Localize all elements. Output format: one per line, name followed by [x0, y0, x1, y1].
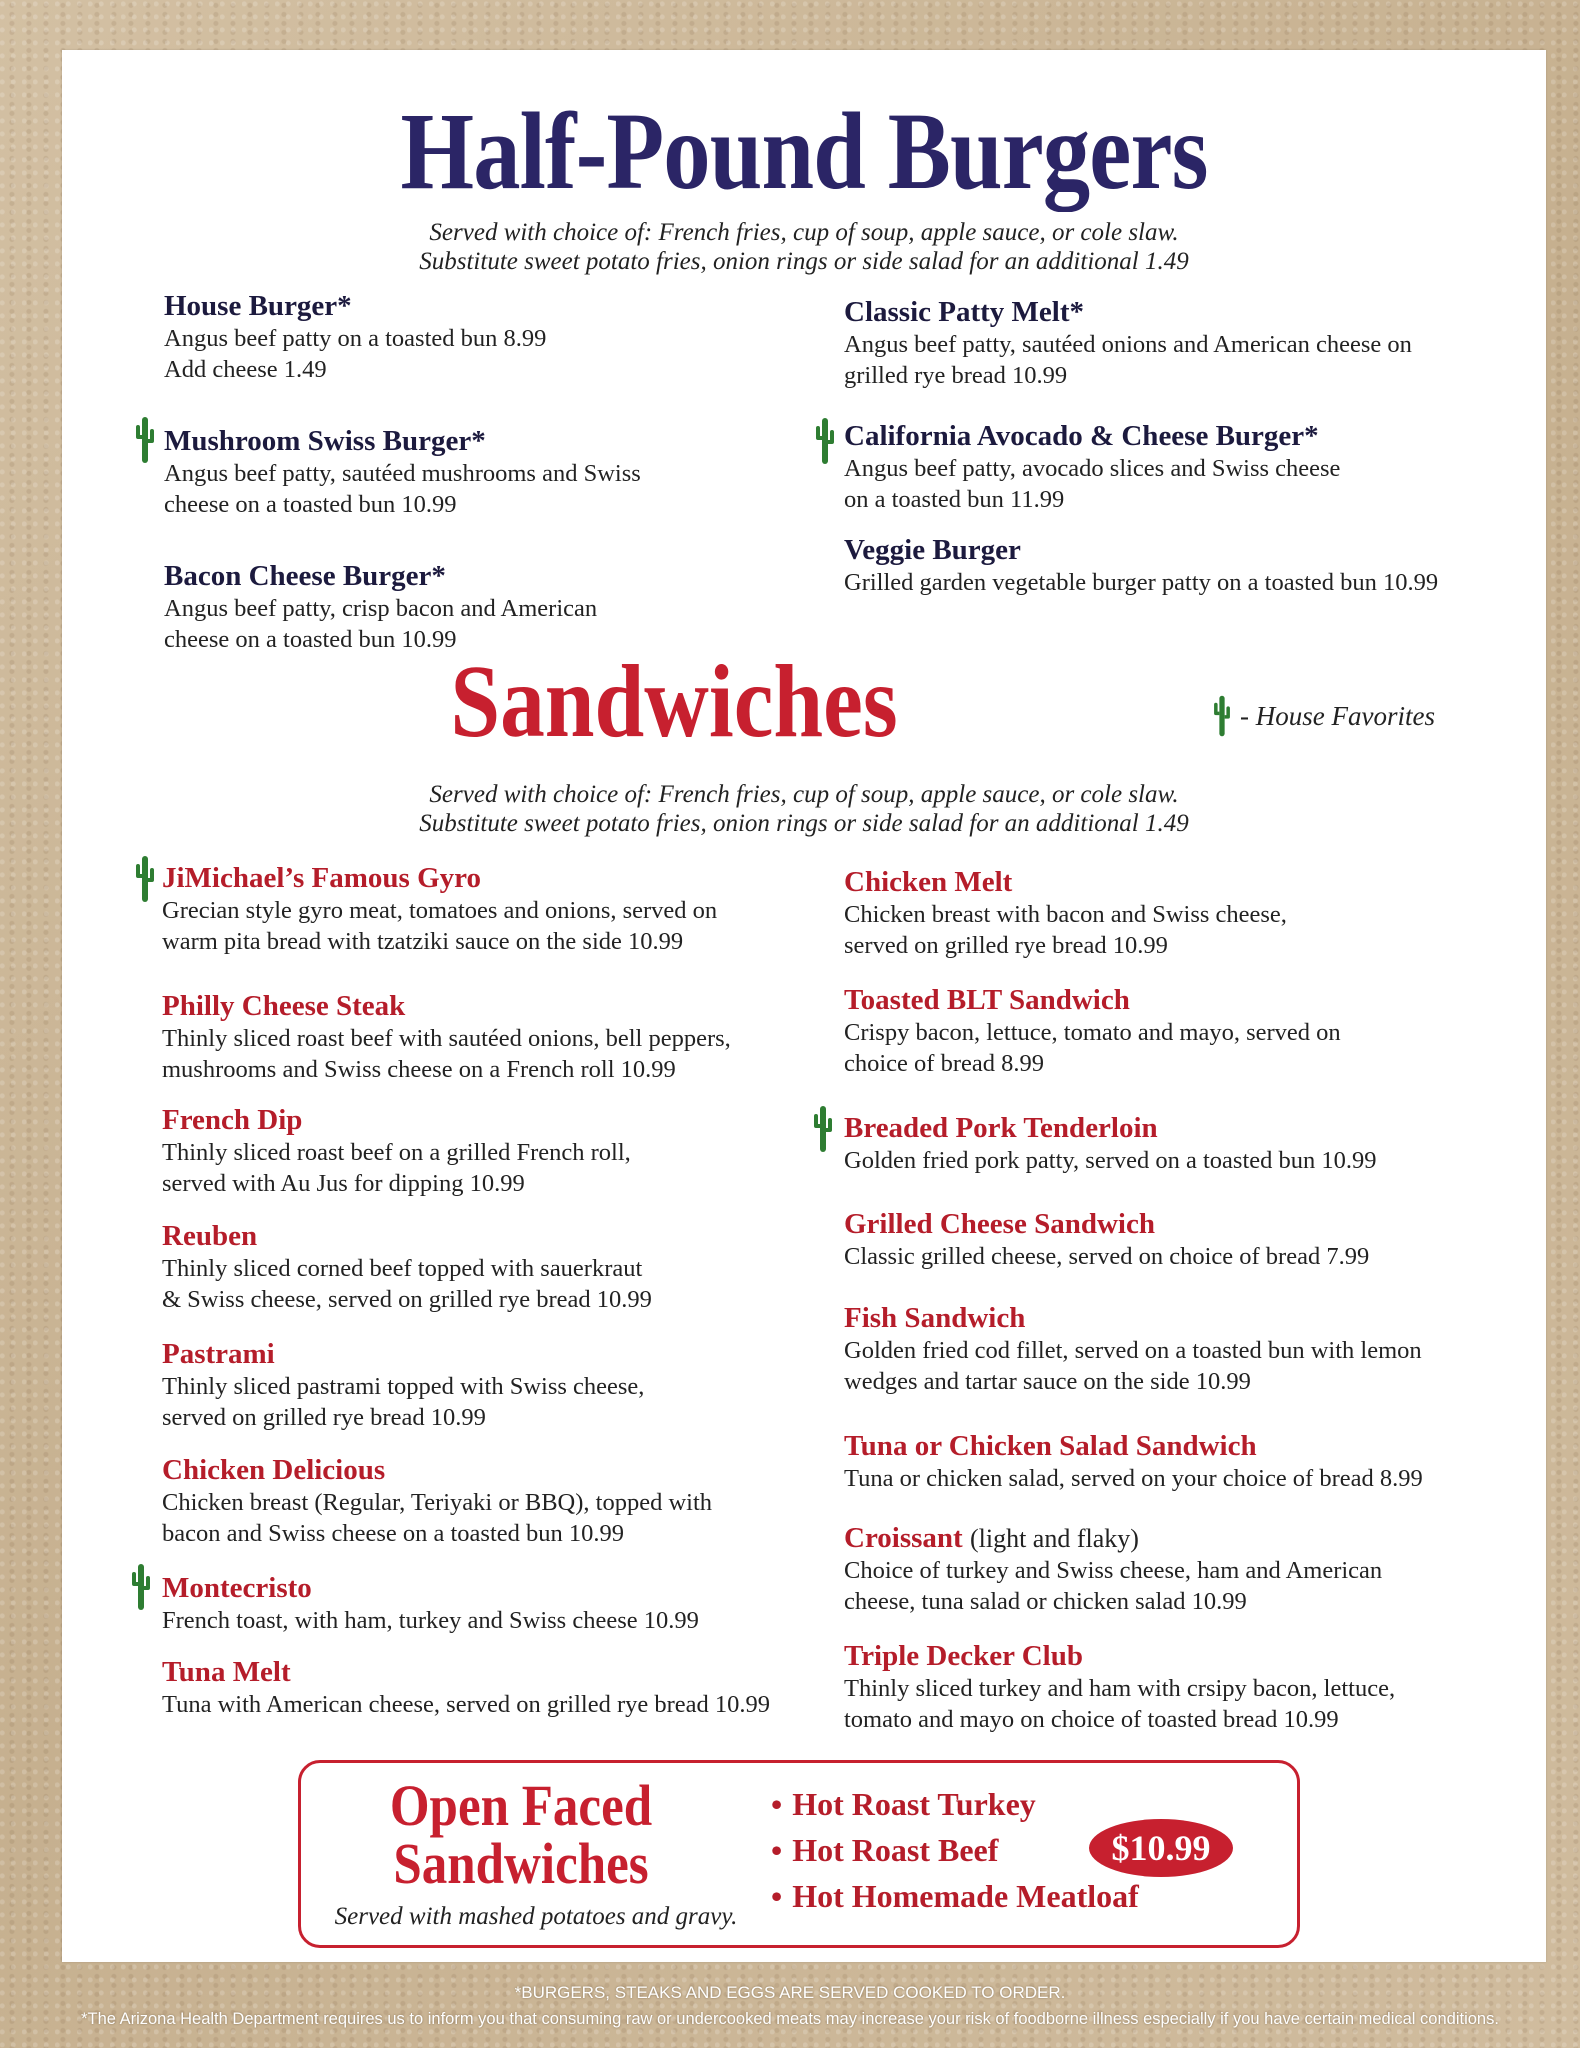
sandwiches-subtitle-line1: Served with choice of: French fries, cup of soup, apple sauce, or cole slaw. [429, 781, 1179, 808]
menu-item-tuna-chicken-salad [844, 1430, 1544, 1494]
open-faced-box [298, 1760, 1300, 1948]
menu-item-chicken-melt [844, 866, 1544, 961]
menu-item-pastrami [162, 1338, 862, 1433]
menu-item-mushroom-swiss-burger [164, 425, 864, 520]
footer-note-line1: *BURGERS, STEAKS AND EGGS ARE SERVED COOKED TO ORDER. [514, 1983, 1066, 2002]
item-desc-line1: Angus beef patty, crisp bacon and American [164, 595, 598, 622]
burgers-subtitle [62, 218, 1546, 276]
item-desc-line1: Golden fried cod fillet, served on a toasted bun with lemon [844, 1337, 1422, 1364]
item-desc-line2: warm pita bread with tzatziki sauce on the side 10.99 [162, 928, 684, 955]
item-desc-line2: on a toasted bun 11.99 [844, 486, 1065, 513]
bullet-icon: • [771, 1786, 783, 1822]
item-name: French Dip [162, 1104, 303, 1136]
item-name: Reuben [162, 1220, 258, 1252]
cactus-icon [134, 854, 156, 904]
list-item-label: Hot Homemade Meatloaf [792, 1878, 1139, 1914]
item-name: Veggie Burger [844, 534, 1021, 566]
menu-item-breaded-pork-tenderloin [844, 1112, 1544, 1176]
item-name: House Burger* [164, 290, 352, 322]
menu-item-fish-sandwich [844, 1302, 1544, 1397]
item-desc-line1: Thinly sliced roast beef with sautéed onions, bell peppers, [162, 1025, 731, 1052]
burgers-subtitle-line2: Substitute sweet potato fries, onion rings or side salad for an additional 1.49 [419, 248, 1189, 275]
item-name: JiMichael’s Famous Gyro [162, 862, 481, 894]
item-desc-line1: Chicken breast (Regular, Teriyaki or BBQ), topped with [162, 1489, 713, 1516]
item-name: Breaded Pork Tenderloin [844, 1112, 1158, 1144]
sandwiches-title: Sandwiches [450, 644, 898, 759]
item-desc-line2: bacon and Swiss cheese on a toasted bun 10.99 [162, 1520, 624, 1547]
burgers-title: Half-Pound Burgers [400, 90, 1208, 212]
open-faced-title-line1: Open Faced [389, 1773, 653, 1838]
legend-label: - House Favorites [1240, 700, 1435, 731]
list-item-label: Hot Roast Turkey [792, 1786, 1036, 1822]
item-desc-line2: served with Au Jus for dipping 10.99 [162, 1170, 525, 1197]
item-desc-line2: served on grilled rye bread 10.99 [844, 932, 1168, 959]
item-desc-line1: Grecian style gyro meat, tomatoes and onions, served on [162, 897, 718, 924]
menu-item-gyro [162, 862, 862, 957]
sandwiches-subtitle [62, 780, 1546, 838]
burgers-subtitle-line1: Served with choice of: French fries, cup of soup, apple sauce, or cole slaw. [429, 219, 1179, 246]
item-name: California Avocado & Cheese Burger* [844, 420, 1319, 452]
item-name: Bacon Cheese Burger* [164, 560, 446, 592]
open-faced-title-line2: Sandwiches [393, 1831, 649, 1896]
menu-card [62, 50, 1546, 1962]
item-name: Philly Cheese Steak [162, 990, 406, 1022]
bullet-icon: • [771, 1878, 783, 1914]
item-name-note: (light and flaky) [969, 1524, 1139, 1553]
item-desc-line1: Angus beef patty, avocado slices and Swiss cheese [844, 455, 1341, 482]
item-desc-line2: served on grilled rye bread 10.99 [162, 1404, 486, 1431]
menu-item-house-burger [164, 290, 864, 385]
item-desc-line2: cheese on a toasted bun 10.99 [164, 626, 457, 653]
cactus-icon [1212, 694, 1232, 738]
item-name: Fish Sandwich [844, 1302, 1026, 1334]
item-desc-line2: choice of bread 8.99 [844, 1050, 1044, 1077]
item-desc-line2: cheese, tuna salad or chicken salad 10.99 [844, 1588, 1247, 1615]
cactus-icon [814, 416, 836, 466]
item-name: Chicken Melt [844, 866, 1013, 898]
item-name: Grilled Cheese Sandwich [844, 1208, 1155, 1240]
item-desc-line2: Add cheese 1.49 [164, 356, 327, 383]
menu-item-veggie-burger [844, 534, 1564, 598]
item-desc-line1: Grilled garden vegetable burger patty on a toasted bun 10.99 [844, 569, 1439, 596]
list-item [771, 1781, 1139, 1827]
item-desc-line2: tomato and mayo on choice of toasted bread 10.99 [844, 1706, 1339, 1733]
item-name: Chicken Delicious [162, 1454, 386, 1486]
item-desc-line2: grilled rye bread 10.99 [844, 362, 1068, 389]
menu-item-reuben [162, 1220, 862, 1315]
menu-item-tuna-melt [162, 1656, 862, 1720]
item-name: Pastrami [162, 1338, 275, 1370]
house-favorites-legend [1212, 694, 1435, 738]
item-name: Toasted BLT Sandwich [844, 984, 1130, 1016]
list-item [771, 1827, 1139, 1873]
bullet-icon: • [771, 1832, 783, 1868]
item-name [844, 1522, 1544, 1555]
item-desc-line1: Thinly sliced corned beef topped with sauerkraut [162, 1255, 643, 1282]
item-name: Tuna Melt [162, 1656, 291, 1688]
open-faced-list [771, 1781, 1139, 1919]
item-desc-line2: mushrooms and Swiss cheese on a French roll 10.99 [162, 1056, 676, 1083]
open-faced-subtitle: Served with mashed potatoes and gravy. [334, 1903, 738, 1930]
menu-item-grilled-cheese [844, 1208, 1544, 1272]
price-badge: $10.99 [1089, 1819, 1233, 1877]
item-desc-line1: Golden fried pork patty, served on a toasted bun 10.99 [844, 1147, 1377, 1174]
item-name: Triple Decker Club [844, 1640, 1083, 1672]
item-desc-line1: Thinly sliced roast beef on a grilled French roll, [162, 1139, 631, 1166]
menu-item-montecristo [162, 1572, 862, 1636]
item-desc-line1: Angus beef patty, sautéed mushrooms and Swiss [164, 460, 641, 487]
menu-item-bacon-cheese-burger [164, 560, 864, 655]
item-desc-line1: Chicken breast with bacon and Swiss cheese, [844, 901, 1287, 928]
item-name: Classic Patty Melt* [844, 296, 1084, 328]
sandwiches-subtitle-line2: Substitute sweet potato fries, onion rings or side salad for an additional 1.49 [419, 810, 1189, 837]
item-desc-line1: Classic grilled cheese, served on choice of bread 7.99 [844, 1243, 1370, 1270]
item-desc-line2: cheese on a toasted bun 10.99 [164, 491, 457, 518]
item-desc-line1: Crispy bacon, lettuce, tomato and mayo, served on [844, 1019, 1341, 1046]
cactus-icon [130, 1562, 152, 1612]
item-desc-line1: Angus beef patty, sautéed onions and American cheese on [844, 331, 1412, 358]
menu-item-chicken-delicious [162, 1454, 862, 1549]
menu-item-philly-cheese-steak [162, 990, 862, 1085]
list-item-label: Hot Roast Beef [792, 1832, 999, 1868]
menu-item-croissant [844, 1522, 1544, 1617]
item-name: Tuna or Chicken Salad Sandwich [844, 1430, 1257, 1462]
item-name-text: Croissant [844, 1522, 963, 1554]
item-desc-line1: Tuna with American cheese, served on grilled rye bread 10.99 [162, 1691, 771, 1718]
item-name: Montecristo [162, 1572, 312, 1604]
open-faced-title [371, 1773, 670, 1896]
menu-item-classic-patty-melt [844, 296, 1544, 391]
item-desc-line1: Angus beef patty on a toasted bun 8.99 [164, 325, 547, 352]
item-desc-line1: Thinly sliced turkey and ham with crsipy bacon, lettuce, [844, 1675, 1396, 1702]
menu-item-french-dip [162, 1104, 862, 1199]
list-item [771, 1873, 1139, 1919]
menu-item-california-avocado-burger [844, 420, 1544, 515]
menu-item-triple-decker-club [844, 1640, 1544, 1735]
item-desc-line2: wedges and tartar sauce on the side 10.99 [844, 1368, 1251, 1395]
item-desc-line1: Choice of turkey and Swiss cheese, ham and American [844, 1557, 1383, 1584]
menu-item-toasted-blt [844, 984, 1544, 1079]
item-desc-line1: French toast, with ham, turkey and Swiss cheese 10.99 [162, 1607, 699, 1634]
cactus-icon [812, 1104, 834, 1154]
item-desc-line1: Thinly sliced pastrami topped with Swiss cheese, [162, 1373, 645, 1400]
cactus-icon [134, 415, 156, 465]
item-desc-line1: Tuna or chicken salad, served on your choice of bread 8.99 [844, 1465, 1423, 1492]
item-name: Mushroom Swiss Burger* [164, 425, 486, 457]
item-desc-line2: & Swiss cheese, served on grilled rye bread 10.99 [162, 1286, 652, 1313]
footer-note-line2: *The Arizona Health Department requires us to inform you that consuming raw or undercooked meats may increase your risk of foodborne illness especially if you have certain medical conditions. [81, 2010, 1499, 2028]
